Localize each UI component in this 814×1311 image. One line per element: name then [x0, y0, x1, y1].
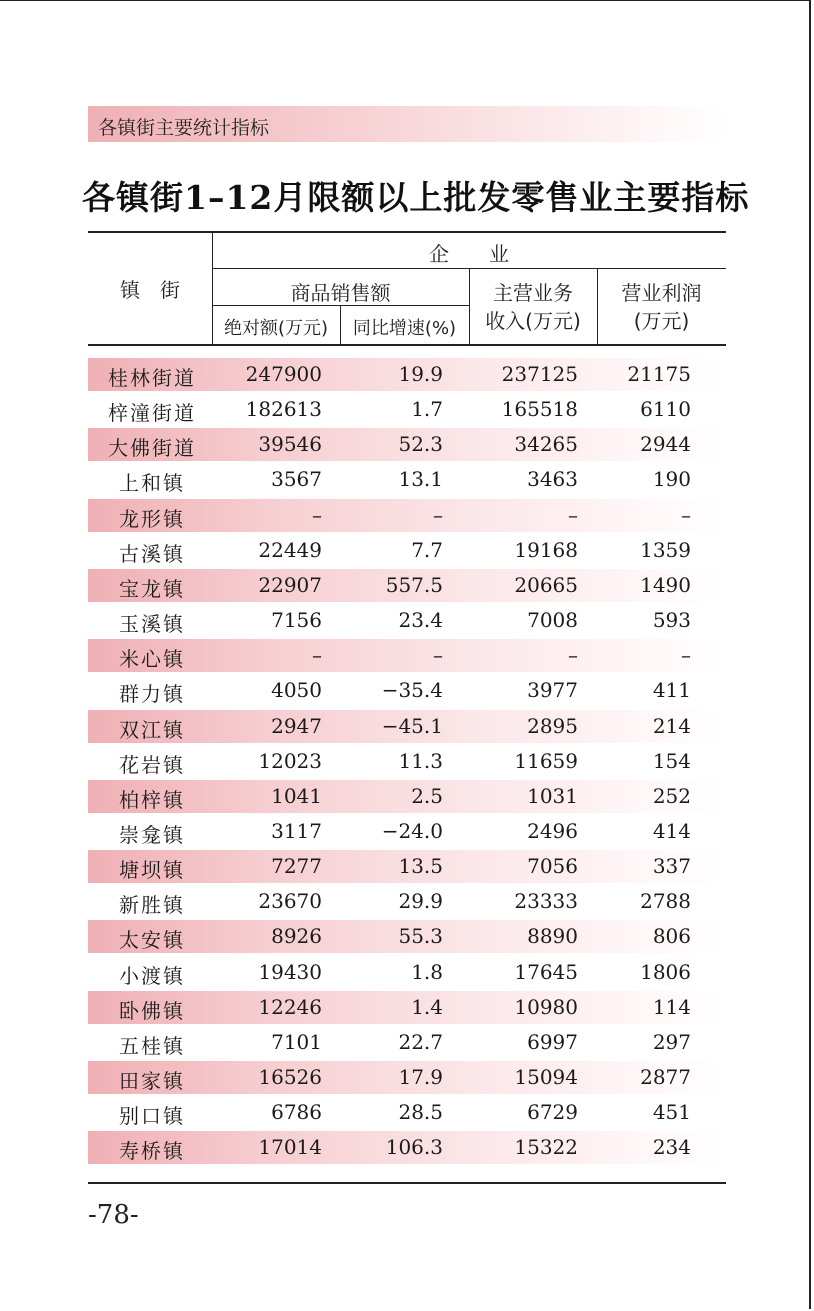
cell-revenue: 2895 — [527, 713, 578, 738]
cell-sales: 7156 — [271, 608, 322, 633]
cell-sales: 1041 — [271, 783, 322, 808]
cell-sales: 247900 — [245, 362, 322, 386]
cell-name: 梓潼街道 — [108, 401, 196, 426]
cell-growth: 52.3 — [398, 432, 443, 457]
cell-revenue: 23333 — [514, 889, 578, 914]
cell-growth: 19.9 — [398, 362, 443, 386]
cell-name: 玉溪镇 — [119, 612, 185, 637]
cell-revenue: 3463 — [527, 467, 578, 492]
cell-revenue: 7008 — [527, 608, 578, 633]
cell-profit: 21175 — [627, 362, 691, 386]
cell-growth: 55.3 — [398, 924, 443, 949]
header-town: 镇 街 — [120, 278, 180, 302]
cell-growth: 28.5 — [398, 1100, 443, 1125]
cell-profit: 2877 — [640, 1065, 691, 1089]
cell-growth: −35.4 — [381, 678, 443, 703]
cell-name: 龙形镇 — [119, 506, 185, 531]
cell-revenue: 10980 — [514, 994, 578, 1019]
cell-name: 群力镇 — [119, 682, 185, 707]
cell-name: 寿桥镇 — [119, 1139, 185, 1164]
cell-profit: 252 — [652, 783, 691, 808]
cell-name: 柏梓镇 — [119, 787, 185, 812]
table-bottom-rule — [88, 1182, 726, 1184]
table-row — [88, 462, 726, 497]
table-row — [88, 849, 726, 884]
cell-growth: 23.4 — [398, 608, 443, 633]
cell-revenue: 6729 — [527, 1100, 578, 1125]
cell-sales: 8926 — [271, 924, 322, 949]
cell-revenue: – — [568, 643, 578, 668]
table-row — [88, 533, 726, 568]
cell-name: 米心镇 — [119, 647, 185, 672]
cell-sales: 182613 — [245, 397, 322, 422]
cell-growth: 11.3 — [398, 748, 443, 773]
header-revenue-line1: 主营业务 — [493, 281, 573, 305]
cell-sales: 23670 — [258, 889, 322, 914]
cell-profit: 234 — [652, 1135, 691, 1160]
cell-revenue: 7056 — [527, 854, 578, 879]
cell-profit: 1359 — [640, 537, 691, 562]
cell-revenue: 17645 — [514, 959, 578, 984]
cell-revenue: 34265 — [514, 432, 578, 457]
cell-profit: 114 — [652, 994, 691, 1019]
cell-name: 崇龛镇 — [119, 822, 185, 847]
cell-profit: 806 — [652, 924, 691, 949]
cell-name: 太安镇 — [119, 928, 185, 953]
cell-sales: – — [312, 502, 322, 527]
table-top-rule — [88, 231, 726, 233]
cell-name: 别口镇 — [119, 1104, 185, 1129]
cell-name: 双江镇 — [119, 717, 185, 742]
cell-profit: 337 — [652, 854, 691, 879]
cell-revenue: 2496 — [527, 818, 578, 843]
cell-profit: 297 — [652, 1029, 691, 1054]
cell-revenue: 20665 — [514, 572, 578, 597]
cell-name: 大佛街道 — [108, 436, 196, 461]
cell-profit: 154 — [652, 748, 691, 773]
cell-sales: 4050 — [271, 678, 322, 703]
cell-sales: 3567 — [271, 467, 322, 492]
cell-growth: 1.7 — [411, 397, 443, 422]
table-row — [88, 427, 726, 462]
cell-growth: 22.7 — [398, 1029, 443, 1054]
header-enterprise: 企 业 — [429, 242, 509, 266]
cell-revenue: 11659 — [514, 748, 578, 773]
section-banner — [88, 106, 728, 142]
cell-revenue: 237125 — [501, 362, 578, 386]
cell-growth: – — [433, 502, 443, 527]
header-revenue-line2: 收入(万元) — [485, 309, 581, 333]
table-row — [88, 1130, 726, 1165]
cell-profit: 451 — [652, 1100, 691, 1125]
cell-growth: 13.1 — [398, 467, 443, 492]
cell-name: 塘坝镇 — [119, 858, 185, 883]
cell-sales: – — [312, 643, 322, 668]
cell-name: 卧佛镇 — [119, 998, 185, 1023]
cell-profit: 6110 — [640, 397, 691, 422]
cell-revenue: 15322 — [514, 1135, 578, 1160]
page-title: 各镇街1–12月限额以上批发零售业主要指标 — [82, 178, 750, 217]
cell-growth: 1.4 — [411, 994, 443, 1019]
cell-growth: 557.5 — [385, 572, 443, 597]
cell-sales: 2947 — [271, 713, 322, 738]
cell-revenue: 165518 — [501, 397, 578, 422]
cell-name: 五桂镇 — [119, 1033, 185, 1058]
cell-profit: 414 — [652, 818, 691, 843]
cell-profit: – — [681, 502, 691, 527]
cell-profit: – — [681, 643, 691, 668]
cell-growth: 29.9 — [398, 889, 443, 914]
cell-profit: 190 — [652, 467, 691, 492]
cell-name: 花岩镇 — [119, 752, 185, 777]
cell-sales: 7277 — [271, 854, 322, 879]
page-number: -78- — [88, 1200, 139, 1230]
cell-growth: 17.9 — [398, 1065, 443, 1089]
cell-sales: 22907 — [258, 572, 322, 597]
cell-profit: 1806 — [640, 959, 691, 984]
cell-name: 田家镇 — [119, 1069, 185, 1093]
table-row — [88, 1060, 726, 1095]
cell-name: 上和镇 — [119, 471, 185, 496]
table-row — [88, 814, 726, 849]
table-row — [88, 779, 726, 814]
cell-sales: 19430 — [258, 959, 322, 984]
table-row — [88, 919, 726, 954]
table-row — [88, 955, 726, 990]
cell-name: 新胜镇 — [119, 893, 185, 918]
cell-profit: 411 — [652, 678, 691, 703]
cell-name: 宝龙镇 — [119, 576, 185, 601]
cell-growth: 2.5 — [411, 783, 443, 808]
cell-revenue: 1031 — [527, 783, 578, 808]
cell-revenue: 8890 — [527, 924, 578, 949]
cell-sales: 12023 — [258, 748, 322, 773]
table-row — [88, 498, 726, 533]
cell-revenue: 15094 — [514, 1065, 578, 1089]
cell-sales: 3117 — [271, 818, 322, 843]
cell-profit: 1490 — [640, 572, 691, 597]
cell-profit: 214 — [652, 713, 691, 738]
header-profit-line1: 营业利润 — [621, 281, 702, 305]
table-row — [88, 568, 726, 603]
cell-sales: 6786 — [271, 1100, 322, 1125]
table-row — [88, 744, 726, 779]
cell-name: 桂林街道 — [108, 366, 196, 390]
cell-growth: 13.5 — [398, 854, 443, 879]
cell-sales: 22449 — [258, 537, 322, 562]
header-sales-absolute: 绝对额(万元) — [223, 318, 329, 339]
cell-name: 小渡镇 — [119, 963, 185, 988]
cell-growth: 106.3 — [385, 1135, 443, 1160]
cell-growth: 1.8 — [411, 959, 443, 984]
table-row — [88, 1025, 726, 1060]
table-row — [88, 884, 726, 919]
cell-name: 古溪镇 — [119, 541, 185, 566]
cell-sales: 7101 — [271, 1029, 322, 1054]
cell-sales: 12246 — [258, 994, 322, 1019]
section-banner-label: 各镇街主要统计指标 — [98, 117, 270, 139]
cell-revenue: – — [568, 502, 578, 527]
cell-revenue: 3977 — [527, 678, 578, 703]
header-sales: 商品销售额 — [290, 281, 391, 305]
cell-sales: 17014 — [258, 1135, 322, 1160]
cell-profit: 2788 — [640, 889, 691, 914]
table-row — [88, 673, 726, 708]
table-row — [88, 1095, 726, 1130]
cell-profit: 593 — [652, 608, 691, 633]
table-row — [88, 709, 726, 744]
cell-revenue: 6997 — [527, 1029, 578, 1054]
cell-revenue: 19168 — [514, 537, 578, 562]
cell-sales: 39546 — [258, 432, 322, 457]
table-row — [88, 638, 726, 673]
header-bottom-rule — [88, 344, 726, 346]
cell-growth: – — [433, 643, 443, 668]
table-row — [88, 357, 726, 392]
table-row — [88, 990, 726, 1025]
cell-growth: −24.0 — [381, 818, 443, 843]
cell-growth: 7.7 — [411, 537, 443, 562]
cell-sales: 16526 — [258, 1065, 322, 1089]
header-sales-growth: 同比增速(%) — [352, 318, 457, 339]
cell-profit: 2944 — [640, 432, 691, 457]
table-row — [88, 603, 726, 638]
cell-growth: −45.1 — [381, 713, 443, 738]
header-profit-line2: (万元) — [633, 309, 690, 333]
table-row — [88, 392, 726, 427]
